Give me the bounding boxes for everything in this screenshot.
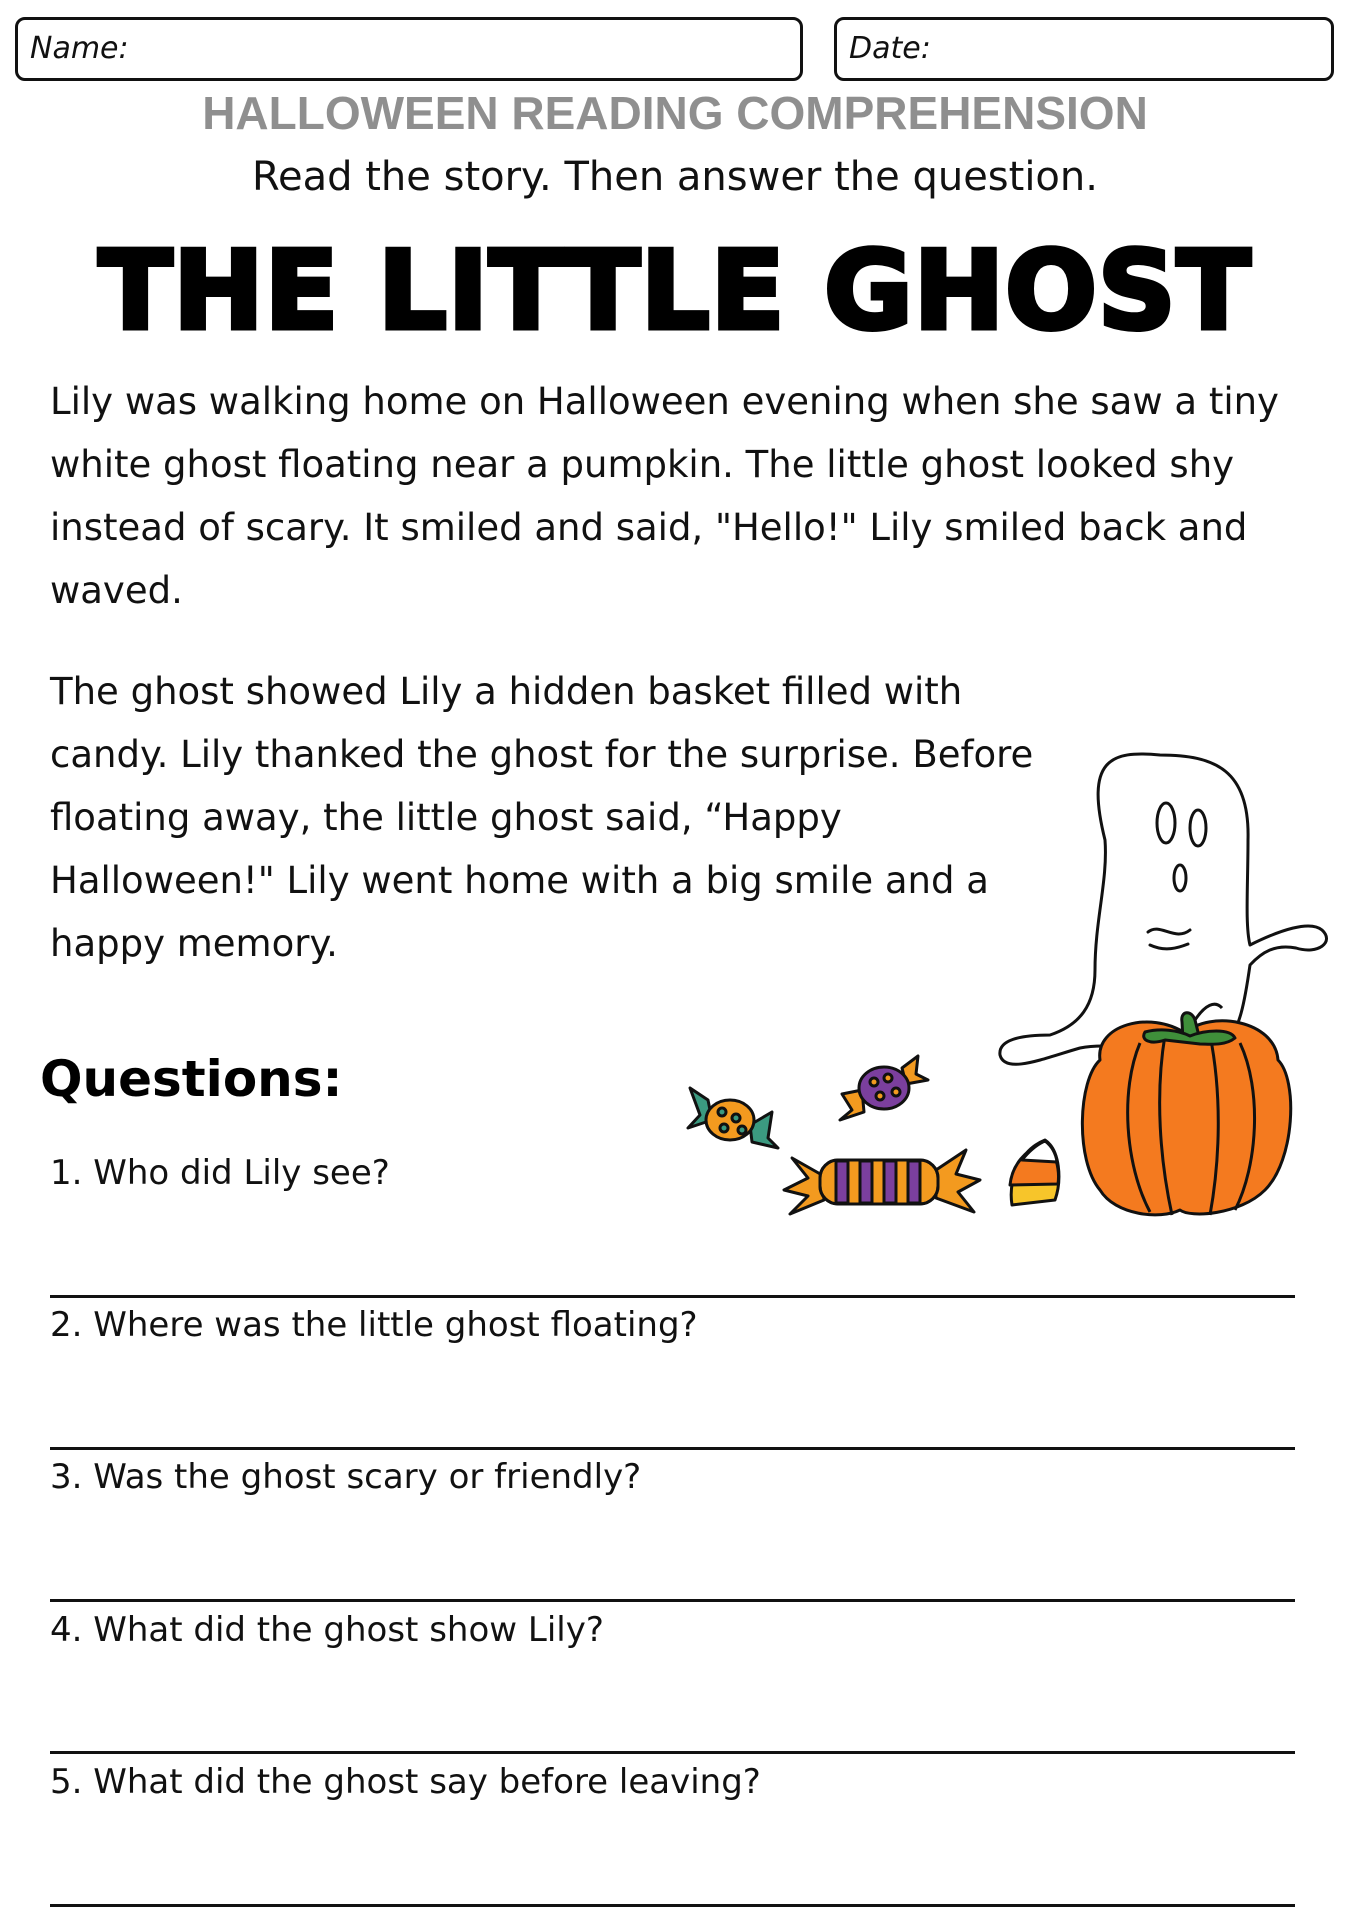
questions-heading: Questions: — [40, 1050, 343, 1108]
story-paragraph-2: The ghost showed Lily a hidden basket filled with candy. Lily thanked the ghost for the surprise. Before floating away, the little ghost said, “Happy Halloween!" Lily went home with a big smile and a happy memory. — [50, 670, 1034, 965]
wrapped-candy-icon — [688, 1088, 778, 1148]
worksheet-subtitle: HALLOWEEN READING COMPREHENSION — [202, 87, 1148, 139]
question-3: 3. Was the ghost scary or friendly? — [50, 1457, 642, 1497]
date-label: Date: — [849, 31, 931, 66]
pumpkin-icon — [1082, 1004, 1290, 1215]
name-label: Name: — [30, 31, 129, 66]
question-4: 4. What did the ghost show Lily? — [50, 1610, 604, 1650]
instructions: Read the story. Then answer the question. — [252, 154, 1098, 200]
story-title: THE LITTLE GHOST — [98, 229, 1252, 354]
candy-corn-icon — [1010, 1140, 1059, 1205]
question-1: 1. Who did Lily see? — [50, 1153, 390, 1193]
story-paragraph-1: Lily was walking home on Halloween evening when she saw a tiny white ghost floating near a pumpkin. The little ghost looked shy instead of scary. It smiled and said, "Hello!" Lily smiled back and waved. — [50, 380, 1279, 612]
wrapped-candy-icon — [784, 1150, 980, 1214]
ghost-icon — [1000, 754, 1327, 1064]
wrapped-candy-icon — [840, 1056, 928, 1120]
question-5: 5. What did the ghost say before leaving? — [50, 1762, 761, 1802]
question-2: 2. Where was the little ghost floating? — [50, 1305, 698, 1345]
